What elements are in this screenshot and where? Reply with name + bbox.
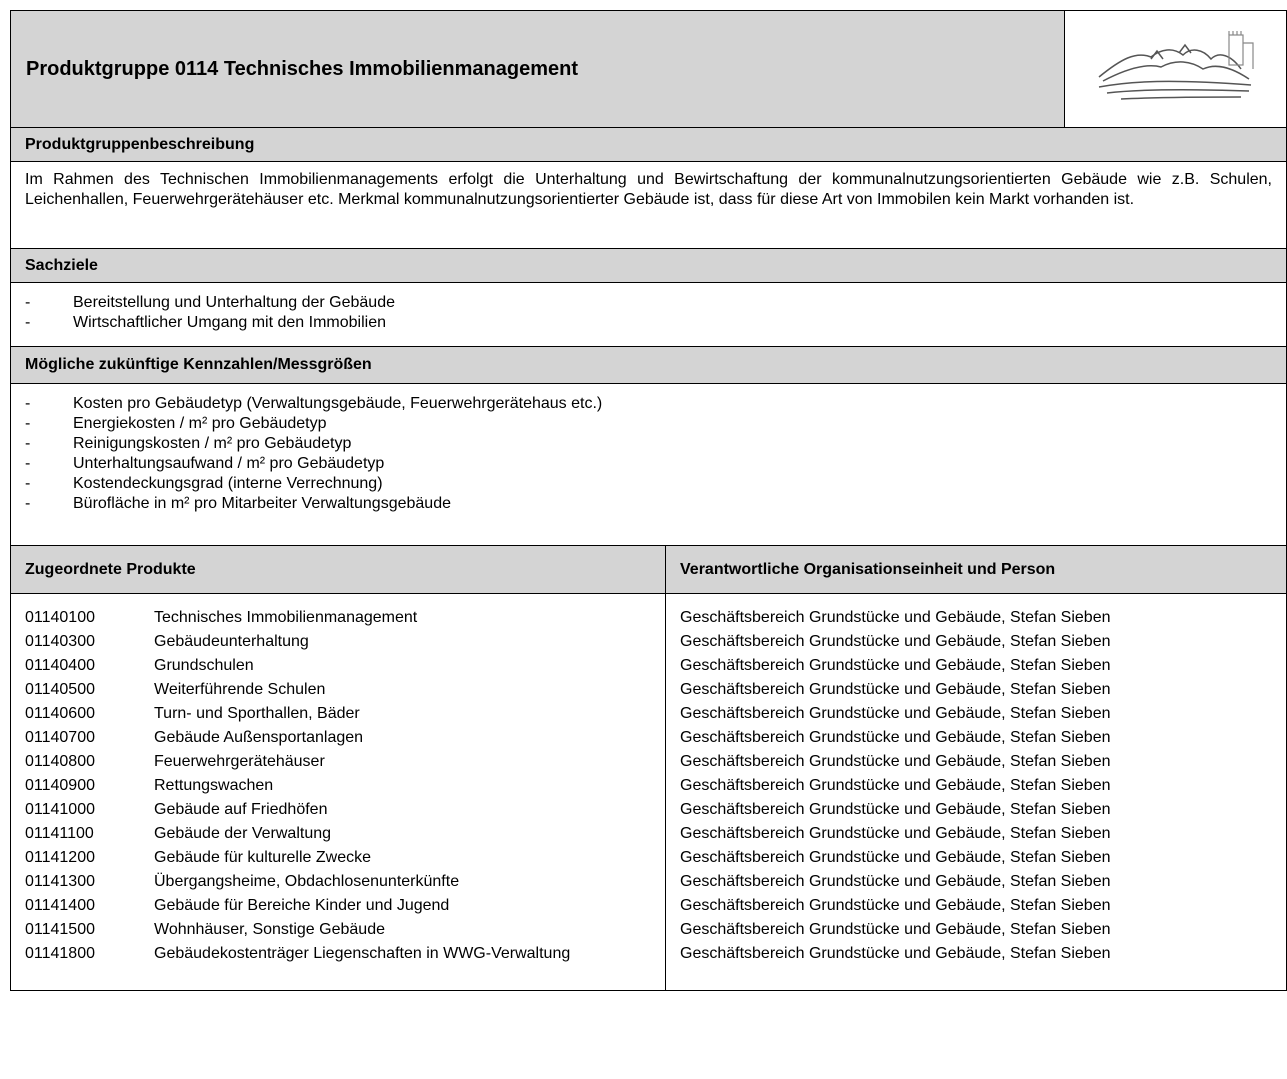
products-table-body — [10, 594, 1287, 991]
table-row — [25, 702, 665, 726]
list-item — [25, 434, 1272, 454]
table-row — [25, 822, 665, 846]
table-row — [25, 606, 665, 630]
product-code: 01141000 — [25, 801, 95, 818]
product-code: 01141200 — [25, 849, 95, 866]
org-cell: Geschäftsbereich Grundstücke und Gebäude, Stefan Sieben — [680, 849, 1111, 866]
org-cell: Geschäftsbereich Grundstücke und Gebäude, Stefan Sieben — [680, 657, 1111, 674]
org-column — [666, 594, 1286, 990]
org-cell: Geschäftsbereich Grundstücke und Gebäude, Stefan Sieben — [680, 873, 1111, 890]
product-code: 01140300 — [25, 633, 95, 650]
document — [10, 10, 1287, 991]
product-name: Gebäudeunterhaltung — [154, 633, 309, 650]
table-row — [25, 654, 665, 678]
product-code: 01140800 — [25, 753, 95, 770]
org-cell: Geschäftsbereich Grundstücke und Gebäude, Stefan Sieben — [680, 729, 1111, 746]
list-dash: - — [25, 435, 31, 452]
list-item — [25, 313, 1272, 333]
product-code: 01141500 — [25, 921, 95, 938]
table-row — [25, 630, 665, 654]
product-name: Grundschulen — [154, 657, 254, 674]
org-cell: Geschäftsbereich Grundstücke und Gebäude, Stefan Sieben — [680, 825, 1111, 842]
product-name: Gebäude der Verwaltung — [154, 825, 332, 842]
org-cell: Geschäftsbereich Grundstücke und Gebäude, Stefan Sieben — [680, 921, 1111, 938]
product-code: 01141100 — [25, 825, 94, 842]
list-dash: - — [25, 475, 31, 492]
product-code: 01141800 — [25, 945, 95, 962]
list-item-text: Unterhaltungsaufwand / m² pro Gebäudetyp — [73, 455, 385, 472]
list-item — [25, 394, 1272, 414]
product-name: Turn- und Sporthallen, Bäder — [154, 705, 360, 722]
org-cell: Geschäftsbereich Grundstücke und Gebäude, Stefan Sieben — [680, 777, 1111, 794]
product-name: Gebäude auf Friedhöfen — [154, 801, 328, 818]
product-name: Gebäude Außensportanlagen — [154, 729, 364, 746]
table-row — [25, 774, 665, 798]
table-row — [25, 918, 665, 942]
list-item-text: Wirtschaftlicher Umgang mit den Immobilien — [73, 314, 386, 331]
list-item-text: Energiekosten / m² pro Gebäudetyp — [73, 415, 327, 432]
landscape-logo-icon — [1091, 29, 1261, 109]
product-code: 01140600 — [25, 705, 95, 722]
table-row — [25, 678, 665, 702]
table-row — [25, 870, 665, 894]
list-item — [25, 414, 1272, 434]
product-code: 01140400 — [25, 657, 95, 674]
product-code: 01141300 — [25, 873, 95, 890]
product-name: Gebäude für kulturelle Zwecke — [154, 849, 371, 866]
products-table-header — [10, 546, 1287, 594]
table-row — [25, 750, 665, 774]
product-name: Gebäude für Bereiche Kinder und Jugend — [154, 897, 450, 914]
org-cell: Geschäftsbereich Grundstücke und Gebäude, Stefan Sieben — [680, 705, 1111, 722]
table-row — [25, 726, 665, 750]
product-name: Übergangsheime, Obdachlosenunterkünfte — [154, 873, 460, 890]
product-name: Feuerwehrgerätehäuser — [154, 753, 325, 770]
kennzahlen-list — [10, 384, 1287, 546]
list-item — [25, 494, 1272, 514]
org-cell: Geschäftsbereich Grundstücke und Gebäude, Stefan Sieben — [680, 945, 1111, 962]
products-column — [11, 594, 666, 990]
list-dash: - — [25, 294, 31, 311]
list-item-text: Bereitstellung und Unterhaltung der Gebäude — [73, 294, 395, 311]
section-heading-beschreibung: Produktgruppenbeschreibung — [10, 128, 1287, 162]
section-heading-sachziele: Sachziele — [10, 249, 1287, 283]
page-title: Produktgruppe 0114 Technisches Immobilienmanagement — [11, 11, 1065, 127]
org-cell: Geschäftsbereich Grundstücke und Gebäude, Stefan Sieben — [680, 609, 1111, 626]
product-name: Gebäudekostenträger Liegenschaften in WWG-Verwaltung — [154, 945, 571, 962]
title-row — [10, 10, 1287, 128]
list-dash: - — [25, 495, 31, 512]
list-item-text: Bürofläche in m² pro Mitarbeiter Verwaltungsgebäude — [73, 495, 451, 512]
list-dash: - — [25, 415, 31, 432]
org-column-heading: Verantwortliche Organisationseinheit und Person — [680, 560, 1056, 578]
list-dash: - — [25, 455, 31, 472]
org-cell: Geschäftsbereich Grundstücke und Gebäude, Stefan Sieben — [680, 801, 1111, 818]
table-row — [25, 846, 665, 870]
table-row — [25, 798, 665, 822]
table-row — [25, 894, 665, 918]
org-cell: Geschäftsbereich Grundstücke und Gebäude, Stefan Sieben — [680, 897, 1111, 914]
product-code: 01141400 — [25, 897, 95, 914]
org-cell: Geschäftsbereich Grundstücke und Gebäude, Stefan Sieben — [680, 753, 1111, 770]
products-column-heading: Zugeordnete Produkte — [11, 546, 666, 593]
list-dash: - — [25, 395, 31, 412]
product-code: 01140700 — [25, 729, 95, 746]
org-cell: Geschäftsbereich Grundstücke und Gebäude, Stefan Sieben — [680, 633, 1111, 650]
product-name: Weiterführende Schulen — [154, 681, 326, 698]
product-name: Rettungswachen — [154, 777, 274, 794]
product-name: Technisches Immobilienmanagement — [154, 609, 418, 626]
beschreibung-text: Im Rahmen des Technischen Immobilienmanagements erfolgt die Unterhaltung und Bewirtschaftung der kommunalnutzungsorientierten Gebäude wie z.B. Schulen, Leichenhallen, Feuerwehrgerätehäuser etc. Merkmal kommunalnutzungsorientierter Gebäude ist, dass für diese Art von Immobilen kein Markt vorhanden ist. — [10, 162, 1287, 249]
table-row — [25, 942, 665, 966]
list-item-text: Kostendeckungsgrad (interne Verrechnung) — [73, 475, 383, 492]
product-code: 01140500 — [25, 681, 95, 698]
list-item-text: Reinigungskosten / m² pro Gebäudetyp — [73, 435, 352, 452]
list-item — [25, 474, 1272, 494]
section-heading-kennzahlen: Mögliche zukünftige Kennzahlen/Messgrößen — [10, 347, 1287, 384]
product-name: Wohnhäuser, Sonstige Gebäude — [154, 921, 385, 938]
sachziele-list — [10, 283, 1287, 347]
product-code: 01140100 — [25, 609, 95, 626]
list-dash: - — [25, 314, 31, 331]
org-cell: Geschäftsbereich Grundstücke und Gebäude, Stefan Sieben — [680, 681, 1111, 698]
list-item-text: Kosten pro Gebäudetyp (Verwaltungsgebäude, Feuerwehrgerätehaus etc.) — [73, 395, 603, 412]
list-item — [25, 454, 1272, 474]
list-item — [25, 293, 1272, 313]
product-code: 01140900 — [25, 777, 95, 794]
logo — [1065, 11, 1286, 127]
